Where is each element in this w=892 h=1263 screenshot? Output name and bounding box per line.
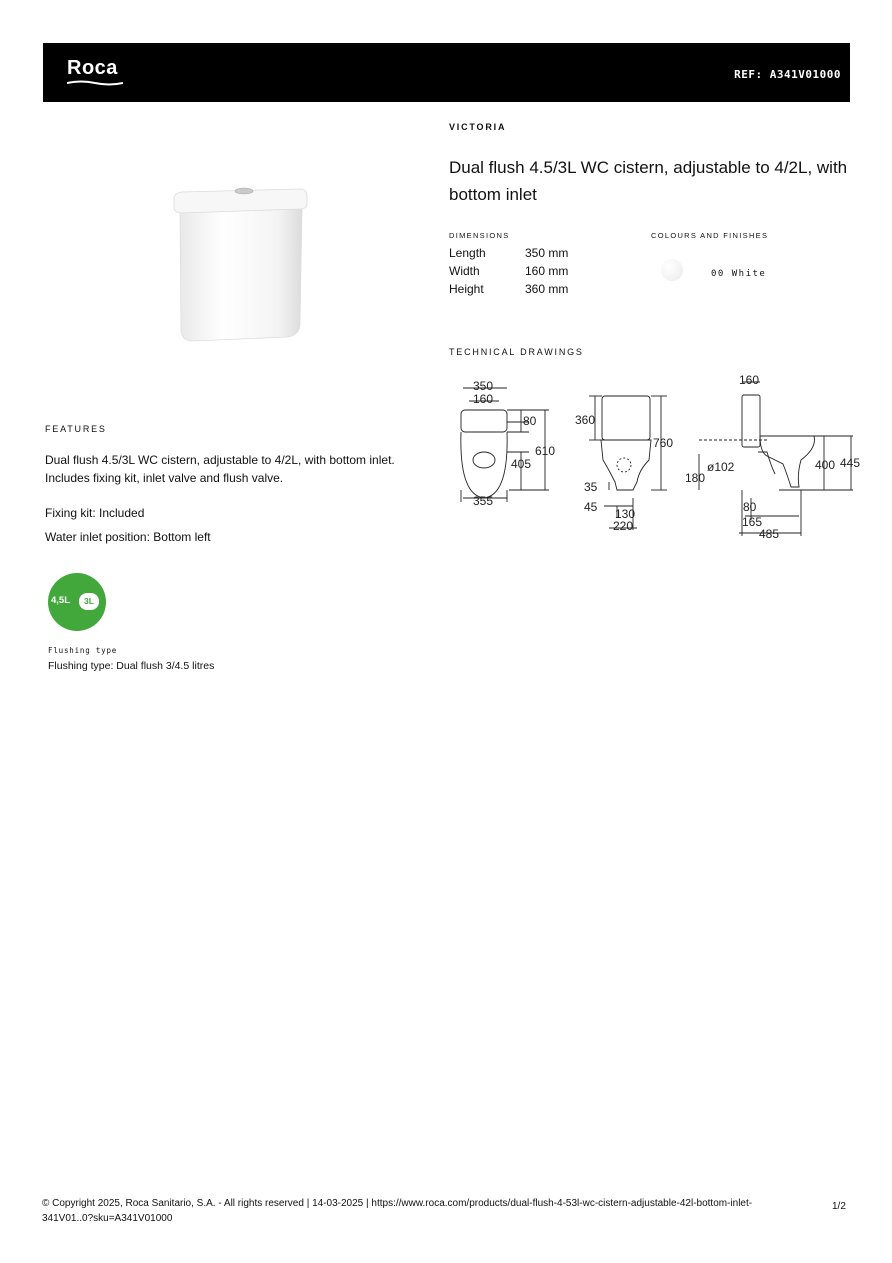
dim-label-360: 360 bbox=[575, 413, 596, 427]
dimensions-heading: DIMENSIONS bbox=[449, 231, 510, 240]
cistern-product-image bbox=[168, 183, 313, 345]
logo-wave-icon bbox=[67, 80, 123, 86]
features-description: Dual flush 4.5/3L WC cistern, adjustable to 4/2L, with bottom inlet. Includes fixing kit, inlet valve and flush valve. bbox=[45, 453, 395, 485]
flush-volume-small: 3L bbox=[79, 593, 99, 610]
dim-label-130: 130 bbox=[615, 507, 636, 521]
dim-label-405: 405 bbox=[511, 457, 532, 471]
page-number: 1/2 bbox=[832, 1201, 846, 1212]
colours-heading: COLOURS AND FINISHES bbox=[651, 231, 769, 240]
dim-label-80-side: 80 bbox=[743, 500, 757, 514]
dim-label-610: 610 bbox=[535, 444, 556, 458]
roca-logo: Roca bbox=[67, 57, 118, 79]
finish-name: 00 White bbox=[711, 269, 767, 279]
dim-label-80: 80 bbox=[523, 414, 537, 428]
dim-label-180: 180 bbox=[685, 471, 706, 485]
dim-label-165: 165 bbox=[742, 515, 763, 529]
dim-label-35: 35 bbox=[584, 480, 598, 494]
dim-label-445: 445 bbox=[840, 456, 861, 470]
dim-label-160-side: 160 bbox=[739, 373, 760, 387]
dimension-row-height bbox=[449, 280, 568, 298]
dimension-value: 350 mm bbox=[525, 246, 569, 260]
product-ref: REF: A341V01000 bbox=[734, 68, 841, 81]
dim-label-760: 760 bbox=[653, 436, 674, 450]
page-header bbox=[43, 43, 850, 102]
dim-label-d102: ø102 bbox=[707, 460, 735, 474]
dual-flush-icon bbox=[48, 573, 106, 631]
flush-volume-large: 4,5L bbox=[51, 595, 71, 606]
dimension-row-length bbox=[449, 244, 568, 262]
dimensions-table bbox=[449, 244, 568, 298]
dim-label-350: 350 bbox=[473, 379, 494, 393]
dimension-label: Length bbox=[449, 246, 486, 260]
flushing-type-label: Flushing type bbox=[48, 646, 118, 655]
dim-label-160: 160 bbox=[473, 392, 494, 406]
product-title: Dual flush 4.5/3L WC cistern, adjustable to 4/2L, with bottom inlet bbox=[449, 158, 848, 204]
flushing-type-value: Flushing type: Dual flush 3/4.5 litres bbox=[48, 660, 215, 672]
collection-name: VICTORIA bbox=[449, 122, 507, 132]
footer-copyright: © Copyright 2025, Roca Sanitario, S.A. - All rights reserved | 14-03-2025 | https://www.roca.com/products/dual-flush-4-53l-wc-cistern-adjustable-42l-bottom-inlet-341V01..0?sku=A341V01000 bbox=[42, 1198, 753, 1224]
dimension-label: Height bbox=[449, 282, 484, 296]
dimension-value: 160 mm bbox=[525, 264, 569, 278]
white-finish-swatch[interactable] bbox=[661, 259, 683, 281]
technical-drawings-heading: TECHNICAL DRAWINGS bbox=[449, 347, 584, 357]
dim-label-485: 485 bbox=[759, 527, 780, 541]
dimension-label: Width bbox=[449, 264, 480, 278]
dim-label-355: 355 bbox=[473, 494, 494, 508]
water-inlet-info: Water inlet position: Bottom left bbox=[45, 530, 211, 544]
features-heading: FEATURES bbox=[45, 424, 107, 434]
fixing-kit-info: Fixing kit: Included bbox=[45, 506, 145, 520]
technical-drawings bbox=[449, 370, 861, 542]
dimension-value: 360 mm bbox=[525, 282, 569, 296]
dim-label-400: 400 bbox=[815, 458, 836, 472]
dimension-row-width bbox=[449, 262, 568, 280]
dim-label-45: 45 bbox=[584, 500, 598, 514]
dim-label-220: 220 bbox=[613, 519, 634, 533]
